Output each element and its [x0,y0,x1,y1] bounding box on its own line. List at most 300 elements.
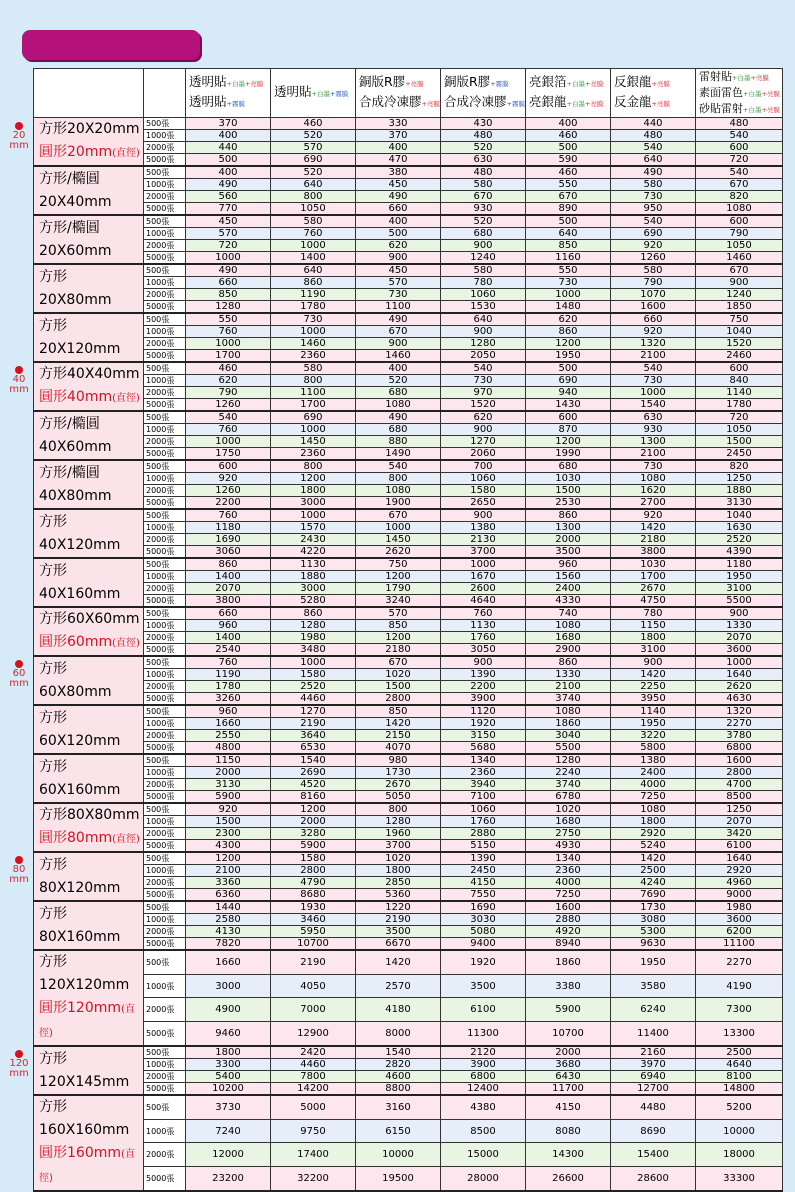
round-size: 圓形80mm [39,830,113,846]
price-cell: 1400 [186,632,271,644]
price-cell: 2460 [696,350,783,363]
price-cell: 2850 [356,877,441,889]
price-cell: 5900 [271,840,356,853]
price-cell: 4050 [271,974,356,998]
quantity-cell: 1000張 [144,974,186,998]
table-row [34,803,783,816]
price-cell: 3220 [611,730,696,742]
table-row [34,411,783,424]
price-cell: 8500 [441,1119,526,1143]
price-cell: 1330 [526,669,611,681]
price-cell: 4380 [441,1095,526,1119]
price-cell: 23200 [186,1166,271,1191]
price-cell: 3060 [186,546,271,559]
size-line2: 60X120mm [39,732,121,749]
price-cell: 580 [611,264,696,277]
quantity-cell: 500張 [144,411,186,424]
price-cell: 400 [356,215,441,228]
price-cell: 540 [696,130,783,142]
price-cell: 1060 [441,473,526,485]
size-mark-label: mm [9,1068,29,1079]
price-cell: 800 [271,375,356,387]
price-cell: 1520 [696,338,783,350]
price-cell: 1800 [611,632,696,644]
quantity-cell: 1000張 [144,1059,186,1071]
price-cell: 7240 [186,1119,271,1143]
price-cell: 1080 [526,705,611,718]
price-cell: 760 [186,656,271,669]
price-cell: 12700 [611,1083,696,1096]
material-line [614,73,695,93]
price-cell: 3300 [186,1059,271,1071]
material-tag: +亮膜 [421,100,440,108]
size-mark-label: 60 [12,668,26,679]
price-cell: 1020 [526,803,611,816]
price-cell: 3050 [441,644,526,657]
price-cell: 2550 [186,730,271,742]
price-cell: 860 [271,277,356,289]
price-cell: 670 [356,656,441,669]
table-row [34,301,783,314]
size-line2: 60X80mm [39,683,112,700]
price-cell: 4000 [526,877,611,889]
quantity-cell: 5000張 [144,350,186,363]
price-cell: 490 [186,264,271,277]
price-cell: 1000 [611,387,696,399]
quantity-cell: 500張 [144,264,186,277]
price-cell: 5240 [611,840,696,853]
price-cell: 3280 [271,828,356,840]
material-tags [227,100,245,108]
material-name: 反金龍 [614,94,652,109]
price-cell: 1120 [441,705,526,718]
price-cell: 730 [356,289,441,301]
price-cell: 1200 [356,571,441,583]
price-cell: 720 [696,411,783,424]
quantity-cell: 500張 [144,313,186,326]
size-line1: 方形 [39,660,67,677]
price-cell: 4930 [526,840,611,853]
price-cell: 660 [611,313,696,326]
price-cell: 1450 [271,436,356,448]
material-name: 雷射貼 [699,70,732,83]
material-tags [567,80,604,88]
price-cell: 2070 [696,816,783,828]
price-cell: 500 [526,362,611,375]
price-cell: 570 [186,228,271,240]
sticker-size-cell [34,656,144,705]
header-row [34,69,783,118]
price-cell: 3460 [271,914,356,926]
price-cell: 1130 [441,620,526,632]
price-cell: 1000 [186,338,271,350]
price-cell: 1280 [356,816,441,828]
price-cell: 1080 [526,620,611,632]
sticker-size-cell [34,460,144,509]
table-row [34,620,783,632]
price-cell: 620 [441,411,526,424]
price-cell: 1280 [186,301,271,314]
size-mark [3,122,35,151]
material-header-3 [441,69,526,118]
price-cell: 920 [186,473,271,485]
price-cell: 2500 [696,1046,783,1059]
price-cell: 600 [696,142,783,154]
material-tags [405,80,423,88]
quantity-cell: 1000張 [144,1119,186,1143]
price-cell: 580 [611,179,696,191]
price-cell: 1000 [271,326,356,338]
price-cell: 1950 [526,350,611,363]
price-cell: 2270 [696,718,783,730]
quantity-cell: 5000張 [144,644,186,657]
table-row [34,546,783,559]
price-cell: 3740 [526,779,611,791]
size-line1: 方形 [39,709,67,726]
round-size: 圓形40mm [39,389,113,405]
price-cell: 370 [356,130,441,142]
price-cell: 640 [271,179,356,191]
price-cell: 670 [696,264,783,277]
price-cell: 1580 [271,852,356,865]
price-cell: 790 [611,277,696,289]
price-cell: 520 [271,130,356,142]
price-cell: 400 [186,130,271,142]
price-cell: 1000 [696,656,783,669]
table-row [34,901,783,914]
price-cell: 6800 [441,1071,526,1083]
price-cell: 1880 [696,485,783,497]
price-cell: 2360 [441,767,526,779]
price-cell: 7100 [441,791,526,804]
size-line1: 方形20X20mm [39,121,140,137]
price-cell: 540 [696,166,783,179]
price-cell: 3600 [696,914,783,926]
table-row [34,926,783,938]
price-cell: 590 [526,154,611,167]
size-line2 [39,386,143,410]
quantity-cell: 500張 [144,509,186,522]
price-cell: 4000 [611,779,696,791]
quantity-cell: 1000張 [144,326,186,338]
price-cell: 4800 [186,742,271,755]
price-cell: 470 [356,154,441,167]
price-cell: 8000 [356,1021,441,1046]
price-cell: 1280 [271,620,356,632]
price-cell: 770 [186,203,271,216]
table-row [34,1071,783,1083]
quantity-cell: 5000張 [144,595,186,608]
quantity-cell: 5000張 [144,791,186,804]
sticker-size-cell [34,901,144,950]
price-cell: 500 [356,228,441,240]
material-tag: +亮膜 [244,80,264,88]
material-line [614,93,695,113]
price-cell: 490 [356,411,441,424]
price-cell: 550 [186,313,271,326]
sticker-size-cell [34,558,144,607]
table-row [34,473,783,485]
price-cell: 3130 [186,779,271,791]
size-line1: 方形/橢圓 [39,170,100,187]
price-cell: 19500 [356,1166,441,1191]
size-line2: 40X120mm [39,536,121,553]
price-cell: 11700 [526,1083,611,1096]
price-cell: 1950 [611,950,696,974]
price-cell: 3130 [696,497,783,510]
price-cell: 2190 [271,950,356,974]
price-cell: 480 [441,166,526,179]
price-cell: 850 [186,289,271,301]
quantity-cell: 5000張 [144,203,186,216]
size-line2 [39,827,143,851]
material-line [274,83,355,103]
table-row [34,754,783,767]
price-cell: 1260 [186,485,271,497]
material-tag: +白墨 [743,90,762,98]
price-cell: 920 [186,803,271,816]
quantity-cell: 5000張 [144,497,186,510]
price-cell: 2240 [526,767,611,779]
quantity-cell: 1000張 [144,767,186,779]
price-cell: 1620 [611,485,696,497]
material-name: 透明貼 [274,84,312,99]
price-cell: 4460 [271,693,356,706]
table-row [34,595,783,608]
price-cell: 6200 [696,926,783,938]
quantity-cell: 5000張 [144,399,186,412]
price-cell: 900 [356,338,441,350]
size-line2: 40X60mm [39,438,112,455]
price-cell: 1420 [611,669,696,681]
price-cell: 6240 [611,998,696,1022]
price-cell: 8940 [526,938,611,951]
material-tags [422,100,440,108]
price-cell: 1500 [696,436,783,448]
price-cell: 580 [441,179,526,191]
price-cell: 1780 [696,399,783,412]
price-cell: 9460 [186,1021,271,1046]
price-cell: 1320 [611,338,696,350]
table-row [34,779,783,791]
red-dot-icon [15,122,23,130]
price-cell: 900 [441,240,526,252]
price-cell: 4480 [611,1095,696,1119]
price-cell: 2900 [526,644,611,657]
price-cell: 1300 [611,436,696,448]
price-cell: 2190 [356,914,441,926]
price-cell: 3600 [696,644,783,657]
material-tags [732,74,769,82]
price-cell: 1500 [186,816,271,828]
price-cell: 670 [696,179,783,191]
price-cell: 3100 [611,644,696,657]
price-cell: 570 [271,142,356,154]
price-cell: 960 [186,620,271,632]
price-cell: 2100 [526,681,611,693]
price-cell: 1920 [441,718,526,730]
price-cell: 2700 [611,497,696,510]
material-tags [312,90,349,98]
price-cell: 1760 [441,816,526,828]
price-cell: 2800 [356,693,441,706]
price-cell: 1030 [526,473,611,485]
material-line [189,93,270,113]
quantity-cell: 500張 [144,607,186,620]
price-cell: 860 [186,558,271,571]
price-cell: 900 [441,509,526,522]
price-cell: 1380 [441,522,526,534]
price-cell: 850 [526,240,611,252]
price-cell: 2540 [186,644,271,657]
price-cell: 10700 [271,938,356,951]
price-cell: 1430 [526,399,611,412]
price-cell: 2520 [696,534,783,546]
material-tags [490,80,508,88]
price-cell: 720 [186,240,271,252]
quantity-cell: 2000張 [144,583,186,595]
price-cell: 850 [356,620,441,632]
price-cell: 630 [611,411,696,424]
table-row [34,1021,783,1046]
price-cell: 780 [611,607,696,620]
price-cell: 730 [611,460,696,473]
price-cell: 2500 [611,865,696,877]
price-cell: 2620 [356,546,441,559]
quantity-cell: 1000張 [144,865,186,877]
sticker-size-cell [34,852,144,901]
price-cell: 2060 [441,448,526,461]
price-cell: 1330 [696,620,783,632]
price-cell: 900 [696,607,783,620]
table-row [34,1095,783,1119]
material-line [699,85,782,101]
price-cell: 2180 [356,644,441,657]
price-cell: 900 [441,424,526,436]
price-cell: 1150 [611,620,696,632]
price-cell: 560 [186,191,271,203]
price-cell: 1980 [271,632,356,644]
table-row [34,1143,783,1167]
diameter-note: (直徑) [39,1004,135,1039]
price-cell: 450 [356,179,441,191]
price-cell: 10700 [526,1021,611,1046]
quantity-cell: 1000張 [144,424,186,436]
price-cell: 440 [186,142,271,154]
price-cell: 5000 [271,1095,356,1119]
quantity-cell: 500張 [144,901,186,914]
price-cell: 1180 [186,522,271,534]
quantity-cell: 2000張 [144,142,186,154]
table-row [34,656,783,669]
price-cell: 6780 [526,791,611,804]
price-cell: 670 [526,191,611,203]
price-cell: 5500 [526,742,611,755]
price-cell: 1270 [441,436,526,448]
price-cell: 4750 [611,595,696,608]
price-cell: 1920 [441,950,526,974]
price-cell: 1420 [611,522,696,534]
price-cell: 1020 [356,669,441,681]
size-line1: 方形40X40mm [39,366,140,382]
price-cell: 490 [356,191,441,203]
quantity-cell: 2000張 [144,289,186,301]
size-line1: 方形 [39,513,67,530]
price-cell: 2000 [526,1046,611,1059]
quantity-cell: 2000張 [144,998,186,1022]
quantity-cell: 5000張 [144,448,186,461]
price-cell: 630 [441,154,526,167]
material-tag: +白墨 [311,90,330,98]
price-cell: 400 [186,166,271,179]
quantity-cell: 2000張 [144,485,186,497]
price-cell: 1390 [441,669,526,681]
price-cell: 680 [441,228,526,240]
size-line1: 方形80X80mm [39,807,140,823]
price-cell: 660 [186,607,271,620]
price-cell: 8160 [271,791,356,804]
price-cell: 490 [611,166,696,179]
size-line2: 120X145mm [39,1073,130,1090]
price-cell: 1660 [186,718,271,730]
quantity-cell: 5000張 [144,693,186,706]
size-line1: 方形/橢圓 [39,464,100,481]
price-cell: 870 [526,424,611,436]
price-cell: 690 [526,375,611,387]
price-cell: 890 [526,203,611,216]
material-line [699,101,782,117]
price-cell: 780 [441,277,526,289]
size-line1: 方形 [39,1050,67,1067]
material-tag: +亮膜 [651,100,670,108]
price-cell: 2000 [271,816,356,828]
price-cell: 1340 [441,754,526,767]
price-cell: 1050 [696,424,783,436]
material-tag: +霧膜 [226,100,245,108]
table-row [34,644,783,657]
price-cell: 3640 [271,730,356,742]
price-cell: 680 [356,387,441,399]
round-size: 圓形60mm [39,634,113,650]
price-cell: 3500 [441,974,526,998]
material-tag: +白墨 [566,100,585,108]
quantity-cell: 500張 [144,460,186,473]
quantity-cell: 500張 [144,705,186,718]
quantity-cell: 500張 [144,656,186,669]
table-row [34,142,783,154]
price-cell: 8080 [526,1119,611,1143]
price-cell: 580 [271,215,356,228]
price-cell: 2580 [186,914,271,926]
price-cell: 5080 [441,926,526,938]
price-cell: 2050 [441,350,526,363]
price-cell: 2430 [271,534,356,546]
price-cell: 520 [441,142,526,154]
price-cell: 3900 [441,693,526,706]
price-cell: 1700 [611,571,696,583]
size-line1: 方形160X160mm [39,1099,130,1138]
price-cell: 1140 [611,705,696,718]
price-cell: 3500 [356,926,441,938]
price-cell: 1190 [186,669,271,681]
price-cell: 1800 [356,865,441,877]
quantity-cell: 5000張 [144,301,186,314]
price-cell: 620 [186,375,271,387]
table-row [34,791,783,804]
price-cell: 400 [356,142,441,154]
price-cell: 2820 [356,1059,441,1071]
price-cell: 9630 [611,938,696,951]
